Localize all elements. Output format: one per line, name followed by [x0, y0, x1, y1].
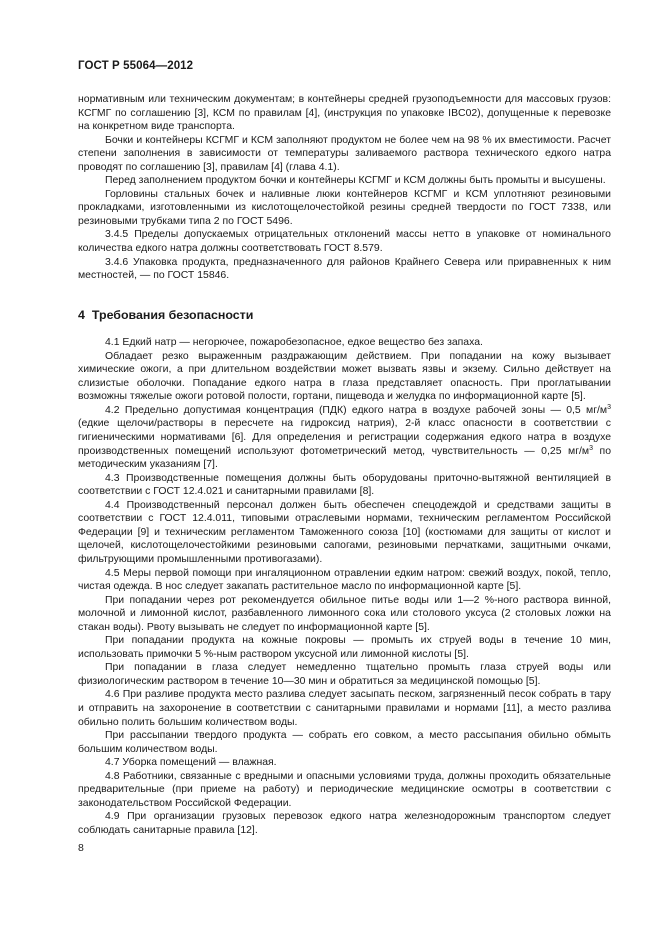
paragraph: При попадании через рот рекомендуется обильное питье воды или 1—2 %-ного раствора винной, молочной и лимонной кислот, разбавленного лимонного сока или столового уксуса (2 столовых ложки на стакан воды). Рвоту вызывать не следует по информационной карте [5].	[78, 594, 611, 633]
paragraph: При попадании продукта на кожные покровы — промыть их струей воды в течение 10 мин, использовать примочки 5 %-ным раствором уксусной или лимонной кислоты [5].	[78, 635, 611, 660]
paragraph-4-7: 4.7 Уборка помещений — влажная.	[105, 757, 277, 769]
paragraph-3-4-6: 3.4.6 Упаковка продукта, предназначенного для районов Крайнего Севера или приравненных к ним местностей, — по ГОСТ 15846.	[78, 256, 611, 282]
paragraph: При рассыпании твердого продукта — собрать его совком, а место рассыпания обильно обмыть большим количеством воды.	[78, 730, 611, 755]
paragraph: Бочки и контейнеры КСГМГ и КСМ заполняют продуктом не более чем на 98 % их вместимости. Расчет степени заполнения в зависимости от температуры заливаемого раствора технического едкого натра проводят по соглашению [3], правилам [4] (глава 4.1).	[78, 134, 611, 173]
paragraph-4-3: 4.3 Производственные помещения должны быть оборудованы приточно-вытяжной вентиляцией в соответствии с ГОСТ 12.4.021 и санитарными правилами [8].	[78, 472, 611, 498]
paragraph: Обладает резко выраженным раздражающим действием. При попадании на кожу вызывает химические ожоги, а при длительном воздействии может вызвать язвы и экзему. Сильно действует на слизистые оболочки. Попадание едкого натра в глаза представляет опасность. При проглатывании возможны тяжелые ожоги ротовой полости, гортани, пищевода и желудка по информационной карте [5].	[78, 350, 611, 403]
paragraph-continuation: нормативным или техническим документам; в контейнеры средней грузоподъемности для массовых грузов: КСГМГ по соглашению [3], КСМ по правилам [4], (инструкция по упаковке IBC02), допущенные к перевозке на конкретном виде транспорта.	[78, 94, 611, 133]
paragraph-4-1: 4.1 Едкий натр — негорючее, пожаробезопасное, едкое вещество без запаха.	[105, 337, 483, 349]
paragraph-4-4: 4.4 Производственный персонал должен быть обеспечен спецодеждой и средствами защиты в соответствии с ГОСТ 12.4.011, типовыми отраслевыми нормами, техническим регламентом Российской Федерации [9] и техническим регламентом Таможенного союза [10] (костюмами для защиты от кислот и щелочей, кислотощелочестойкими резиновыми сапогами, резиновыми перчатками, защитными очками, фильтрующими промышленными противогазами).	[78, 499, 611, 565]
paragraph-4-9: 4.9 При организации грузовых перевозок едкого натра железнодорожным транспортом следует соблюдать санитарные правила [12].	[78, 811, 611, 836]
text-run: (едкие щелочи/растворы в пересчете на гидроксид натрия), 2-й класс опасности в соответствии с гигиеническими нормативами [6]. Для определения и регистрации содержания едкого натра в воздухе производственных помещений используют фотометрический метод, чувствительность — 0,25 мг/м	[78, 418, 611, 457]
document-body	[78, 93, 611, 837]
text-run: 4.2 Предельно допустимая концентрация (ПДК) едкого натра в воздухе рабочей зоны — 0,5 мг/м	[105, 404, 608, 416]
paragraph-4-8: 4.8 Работники, связанные с вредными и опасными условиями труда, должны проходить обязательные предварительные (при приеме на работу) и периодические медицинские осмотры в соответствии с законодательством Российской Федерации.	[78, 770, 611, 809]
paragraph: Горловины стальных бочек и наливные люки контейнеров КСГМГ и КСМ уплотняют резиновыми прокладками, изготовленными из кислотощелочестойкой резины средней твердости по ГОСТ 7338, или резиновыми трубками типа 2 по ГОСТ 5496.	[78, 188, 611, 227]
section-heading	[78, 309, 611, 323]
superscript: 3	[589, 444, 594, 452]
paragraph-4-2	[78, 404, 611, 472]
text-run: по методическим указаниям [7].	[78, 445, 612, 471]
paragraph-4-6: 4.6 При разливе продукта место разлива следует засыпать песком, загрязненный песок собрать в тару и отправить на захоронение в соответствии с санитарными правилами и нормами [11], а место разлива обильно полить большим количеством воды.	[78, 689, 611, 728]
paragraph-3-4-5: 3.4.5 Пределы допускаемых отрицательных отклонений массы нетто в упаковке от номинального количества едкого натра должны соответствовать ГОСТ 8.579.	[78, 229, 611, 255]
document-header: ГОСТ Р 55064—2012	[78, 60, 194, 72]
paragraph-4-5: 4.5 Меры первой помощи при ингаляционном отравлении едким натром: свежий воздух, покой, тепло, чистая одежда. В нос следует закапать растительное масло по информационной карте [5].	[78, 567, 611, 593]
section-number: 4	[78, 307, 85, 322]
page-number: 8	[78, 842, 84, 854]
section-title: Требования безопасности	[91, 307, 254, 322]
paragraph: Перед заполнением продуктом бочки и контейнеры КСГМГ и КСМ должны быть промыты и высушены.	[105, 175, 606, 187]
paragraph: При попадании в глаза следует немедленно тщательно промыть глаза струей воды или физиологическим раствором в течение 10—30 мин и обратиться за медицинской помощью [5].	[78, 662, 611, 687]
superscript: 3	[607, 403, 611, 411]
